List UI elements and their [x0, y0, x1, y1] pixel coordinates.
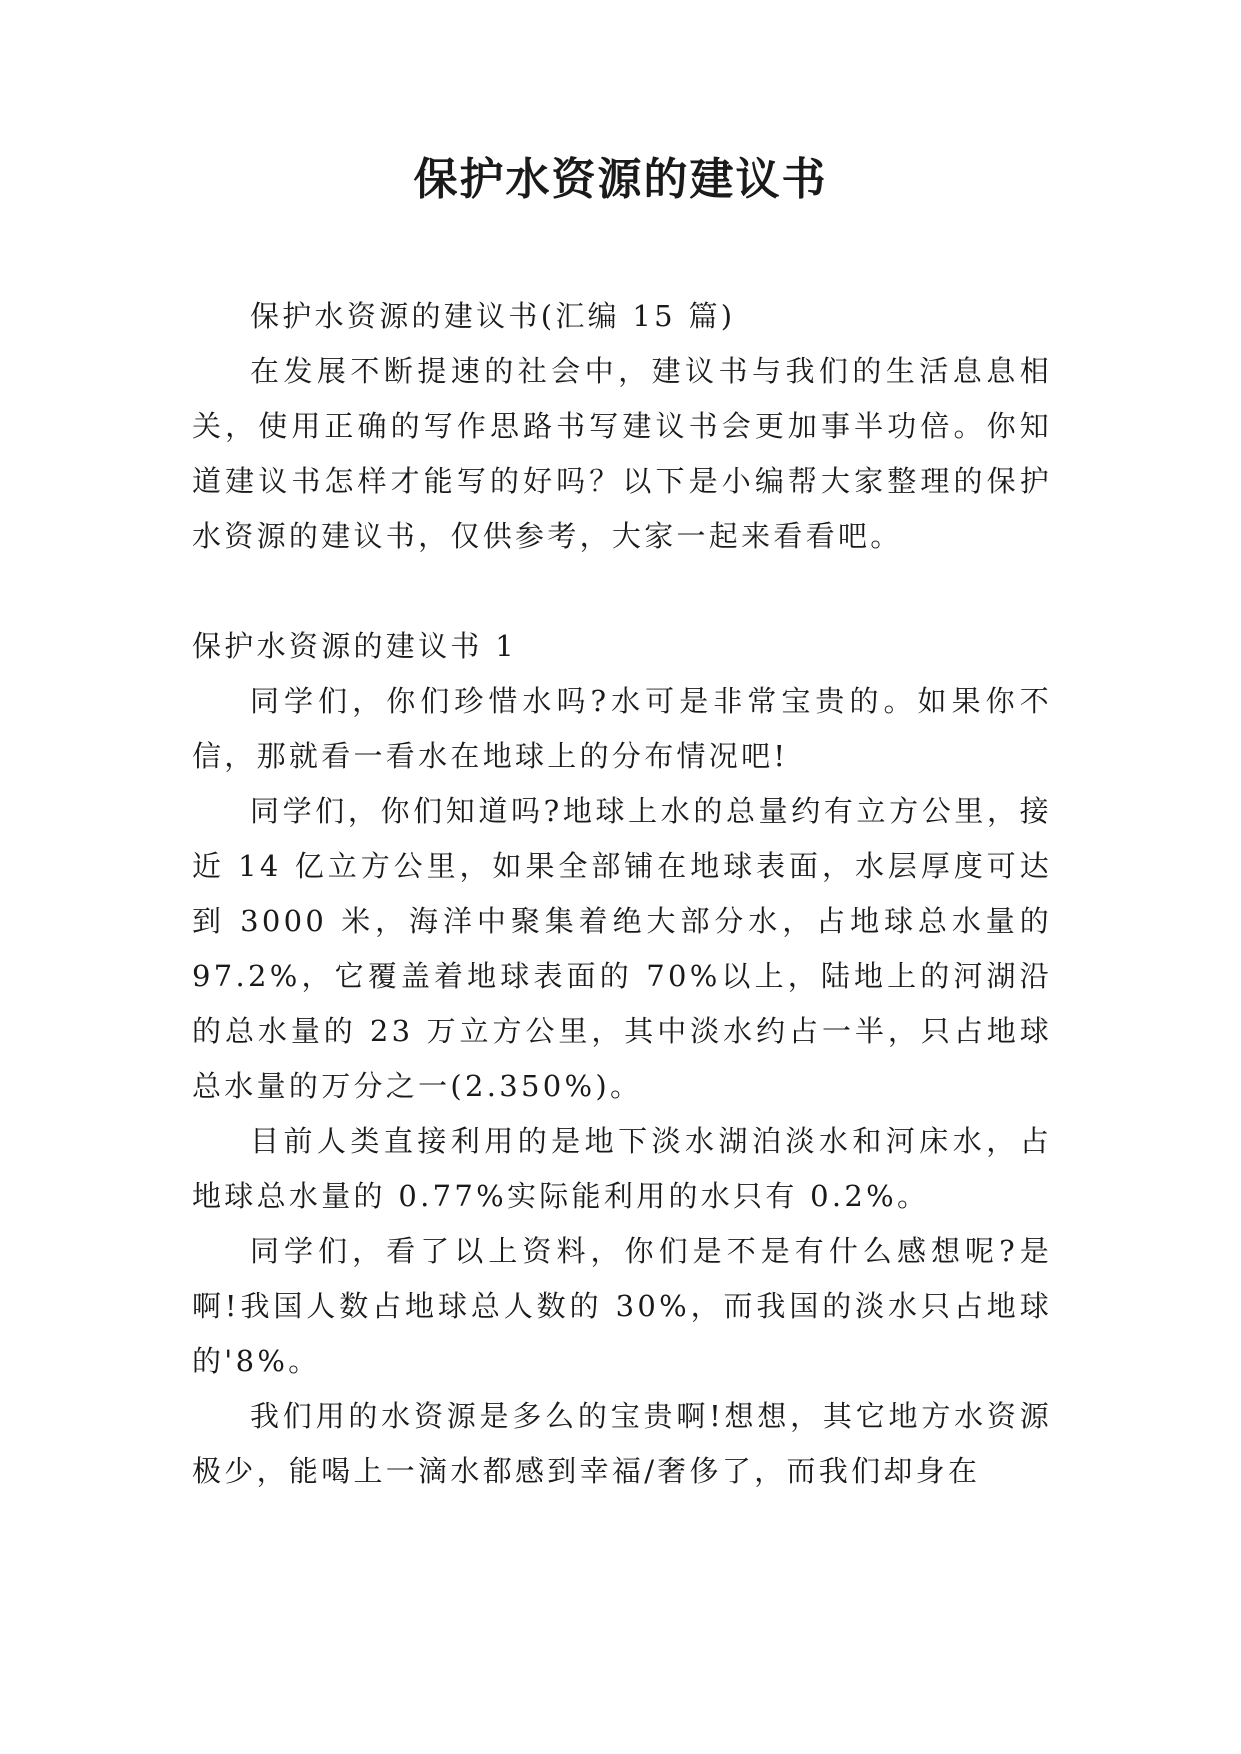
body-paragraph: 目前人类直接利用的是地下淡水湖泊淡水和河床水，占地球总水量的 0.77%实际能利用的水只有 0.2%。	[192, 1124, 1052, 1213]
body-paragraph: 同学们，你们珍惜水吗?水可是非常宝贵的。如果你不信，那就看一看水在地球上的分布情况吧!	[192, 684, 1052, 773]
document-body	[192, 289, 1052, 1499]
body-paragraph: 我们用的水资源是多么的宝贵啊!想想，其它地方水资源极少，能喝上一滴水都感到幸福/奢侈了，而我们却身在	[192, 1399, 1052, 1488]
intro-paragraph: 在发展不断提速的社会中，建议书与我们的生活息息相关，使用正确的写作思路书写建议书会更加事半功倍。你知道建议书怎样才能写的好吗？以下是小编帮大家整理的保护水资源的建议书，仅供参考，大家一起来看看吧。	[192, 354, 1052, 553]
section-heading: 保护水资源的建议书 1	[192, 629, 517, 663]
document-subtitle: 保护水资源的建议书(汇编 15 篇)	[250, 299, 736, 333]
body-paragraph: 同学们，你们知道吗?地球上水的总量约有立方公里，接近 14 亿立方公里，如果全部铺在地球表面，水层厚度可达到 3000 米，海洋中聚集着绝大部分水，占地球总水量的 97.2%，它覆盖着地球表面的 70%以上，陆地上的河湖沿的总水量的 23 万立方公里，其中淡水约占一半，只占地球总水量的万分之一(2.350%)。	[192, 794, 1052, 1103]
document-title: 保护水资源的建议书	[413, 154, 828, 205]
body-paragraph: 同学们，看了以上资料，你们是不是有什么感想呢?是啊!我国人数占地球总人数的 30%，而我国的淡水只占地球的'8%。	[192, 1234, 1052, 1378]
